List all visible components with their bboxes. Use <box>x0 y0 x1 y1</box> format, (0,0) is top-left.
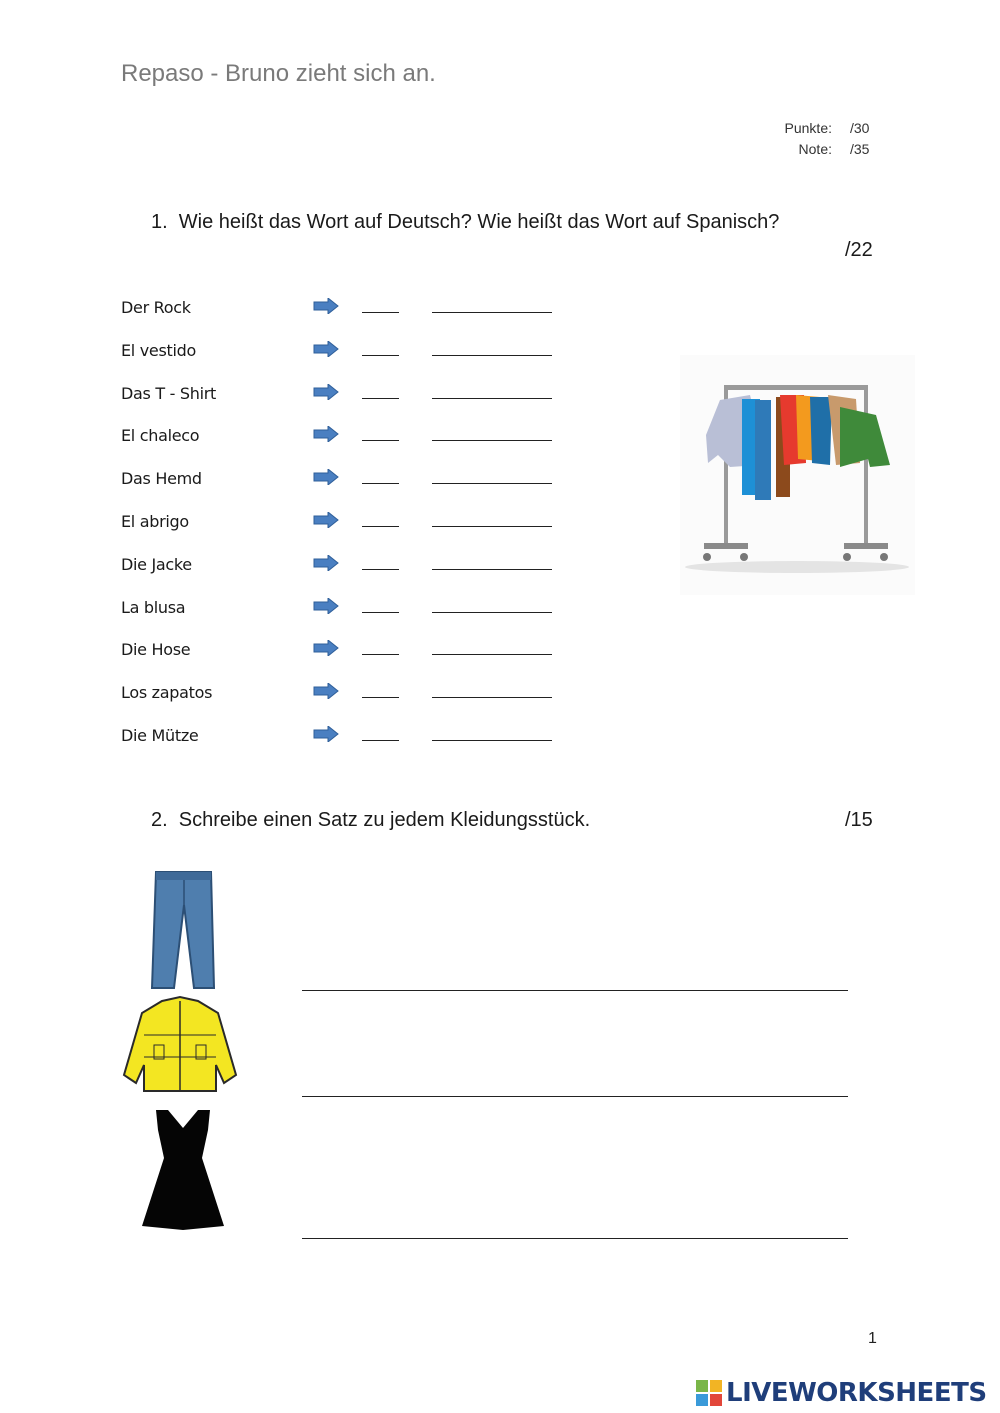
arrow-right-icon <box>313 384 339 400</box>
article-blank[interactable] <box>362 483 399 484</box>
vocab-row <box>121 418 581 461</box>
article-blank[interactable] <box>362 398 399 399</box>
translation-blank[interactable] <box>432 697 552 698</box>
vocab-row <box>121 504 581 547</box>
arrow-right-icon <box>313 683 339 699</box>
vocab-word: El chaleco <box>121 426 200 446</box>
article-blank[interactable] <box>362 312 399 313</box>
vocab-word: Das Hemd <box>121 469 202 489</box>
brand-name: LIVEWORKSHEETS <box>726 1378 987 1408</box>
vocab-row <box>121 547 581 590</box>
article-blank[interactable] <box>362 654 399 655</box>
jeans-icon <box>146 870 221 990</box>
vocab-row <box>121 675 581 718</box>
vocab-row <box>121 461 581 504</box>
vocab-word: Die Mütze <box>121 725 199 745</box>
score-value: /30 <box>850 120 870 136</box>
arrow-right-icon <box>313 555 339 571</box>
answer-line[interactable] <box>302 1238 848 1239</box>
translation-blank[interactable] <box>432 355 552 356</box>
translation-blank[interactable] <box>432 654 552 655</box>
clothes-rack-image <box>680 355 915 595</box>
article-blank[interactable] <box>362 355 399 356</box>
vocab-row <box>121 590 581 633</box>
score-row-note <box>760 141 880 162</box>
translation-blank[interactable] <box>432 440 552 441</box>
vocab-word: El vestido <box>121 340 196 360</box>
article-blank[interactable] <box>362 740 399 741</box>
arrow-right-icon <box>313 512 339 528</box>
vocab-row <box>121 290 581 333</box>
arrow-right-icon <box>313 726 339 742</box>
article-blank[interactable] <box>362 440 399 441</box>
vocab-row <box>121 718 581 761</box>
jacket-icon <box>120 995 240 1095</box>
translation-blank[interactable] <box>432 526 552 527</box>
article-blank[interactable] <box>362 697 399 698</box>
vocab-word: Der Rock <box>121 298 191 317</box>
translation-blank[interactable] <box>432 483 552 484</box>
arrow-right-icon <box>313 469 339 485</box>
vocabulary-list <box>121 290 581 761</box>
vocab-word: Die Jacke <box>121 554 192 574</box>
vocab-row <box>121 632 581 675</box>
score-box <box>760 120 880 162</box>
brand-watermark <box>696 1378 987 1408</box>
score-label: Punkte: <box>784 120 832 136</box>
translation-blank[interactable] <box>432 612 552 613</box>
vocab-word: Das T - Shirt <box>121 383 216 403</box>
arrow-right-icon <box>313 298 339 314</box>
vocab-word: Los zapatos <box>121 683 213 703</box>
page-number: 1 <box>868 1330 877 1347</box>
vocab-word: Die Hose <box>121 640 191 660</box>
article-blank[interactable] <box>362 526 399 527</box>
score-label: Note: <box>798 141 832 157</box>
question-1-points: /22 <box>845 239 873 261</box>
score-value: /35 <box>850 141 870 157</box>
vocab-row <box>121 376 581 419</box>
article-blank[interactable] <box>362 569 399 570</box>
translation-blank[interactable] <box>432 740 552 741</box>
article-blank[interactable] <box>362 612 399 613</box>
score-row-punkte <box>760 120 880 141</box>
translation-blank[interactable] <box>432 312 552 313</box>
translation-blank[interactable] <box>432 569 552 570</box>
dress-icon <box>138 1108 228 1232</box>
liveworksheets-logo-icon <box>696 1380 722 1406</box>
vocab-word: El abrigo <box>121 511 189 531</box>
question-2-heading: 2. Schreibe einen Satz zu jedem Kleidungsstück. <box>151 809 591 831</box>
answer-line[interactable] <box>302 990 848 991</box>
answer-line[interactable] <box>302 1096 848 1097</box>
translation-blank[interactable] <box>432 398 552 399</box>
arrow-right-icon <box>313 426 339 442</box>
arrow-right-icon <box>313 341 339 357</box>
arrow-right-icon <box>313 640 339 656</box>
arrow-right-icon <box>313 598 339 614</box>
question-1-heading: 1. Wie heißt das Wort auf Deutsch? Wie heißt das Wort auf Spanisch? <box>151 211 780 233</box>
vocab-word: La blusa <box>121 597 186 617</box>
vocab-row <box>121 333 581 376</box>
question-2-points: /15 <box>845 809 873 831</box>
worksheet-title: Repaso - Bruno zieht sich an. <box>121 60 436 87</box>
